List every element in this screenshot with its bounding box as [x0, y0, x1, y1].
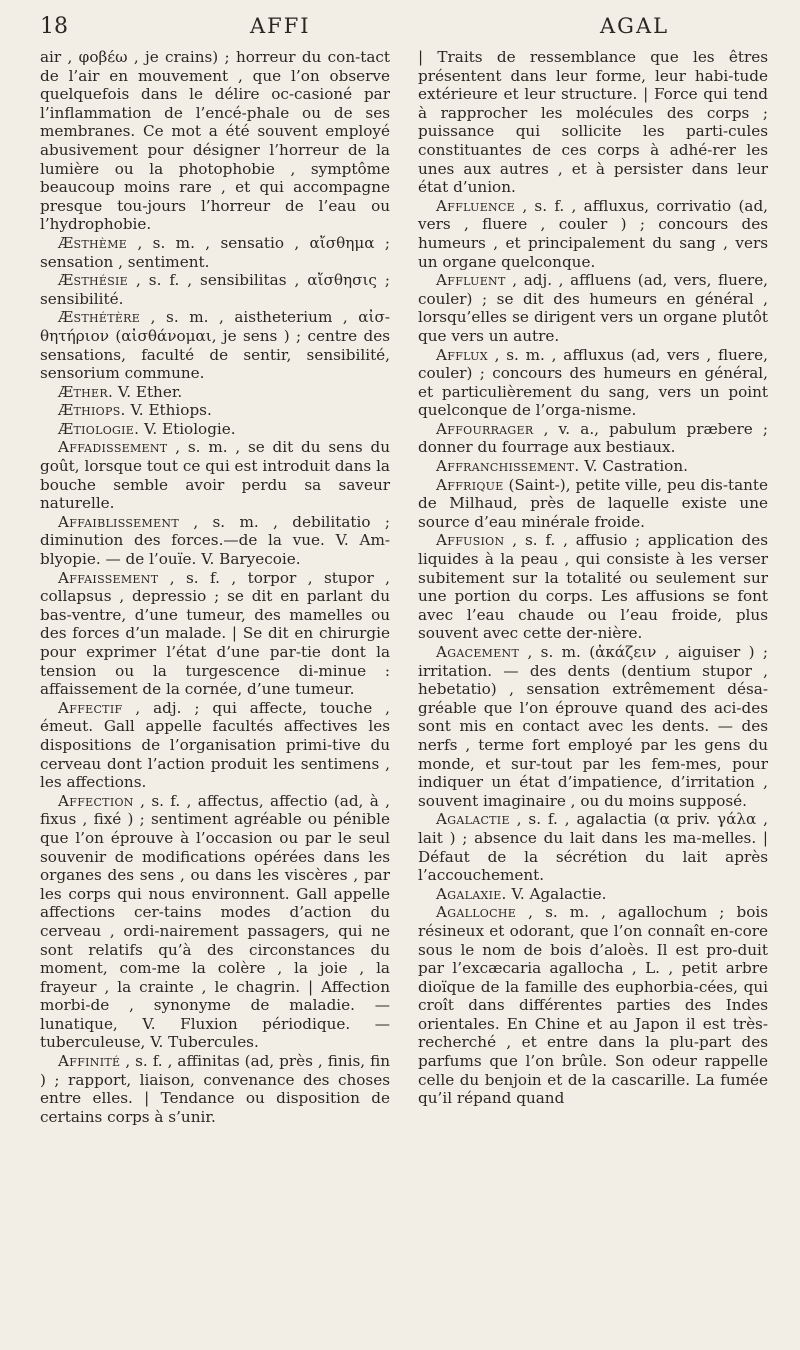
entry-text: , s. m. (ἀκάζειν , aiguiser ) ; irritation. — des dents (dentium stupor , hebetatio) , sensation extrêmement désa-gréable que l’on éprouve quand des aci-des sont mis en contact avec les dents. — des nerfs , terme fort employé par les gens du monde, et sur-tout par les fem-mes, pour indiquer un état d’impatience, d’irritation , souvent imaginaire , ou du moins supposé. — [418, 643, 769, 810]
entry-headword: Æsthème — [58, 233, 128, 252]
entry-text: , v. a., pabulum præbere ; donner du fourrage aux bestiaux. — [418, 419, 769, 457]
entry-text: , s. f. , affinitas (ad, près , finis, fin ) ; rapport, liaison, convenance des choses entre elles. | Tendance ou disposition de certains corps à s’unir. — [40, 1052, 390, 1126]
page-number: 18 — [40, 14, 68, 39]
entry-headword: Affection — [58, 791, 134, 810]
dictionary-entry — [40, 420, 390, 439]
dictionary-entry — [40, 271, 390, 308]
dictionary-entry — [40, 792, 390, 1052]
entry-headword: Æsthétère — [58, 308, 141, 327]
entry-headword: Affectif — [58, 698, 123, 717]
entry-text: , s. f. , sensibilitas , αἴσθησις ; sensibilité. — [40, 271, 390, 308]
entry-text: , adj. ; qui affecte, touche , émeut. Gall appelle facultés affectives les dispositions de l’organisation primi-tive du cerveau dont l’action produit les sentimens , les affections. — [40, 698, 391, 792]
entry-headword: Affinité — [58, 1052, 121, 1071]
dictionary-entry — [40, 1052, 390, 1126]
dictionary-entry — [418, 346, 768, 420]
entry-headword: Agacement — [436, 643, 520, 661]
dictionary-entry — [418, 643, 768, 810]
entry-headword: Affourrager — [436, 419, 534, 438]
entry-text: , s. m. , agallochum ; bois résineux et odorant, que l’on connaît en-core sous le nom de bois d’aloès. Il est pro-duit par l’excæcaria agallocha , L. , petit arbre dioïque de la famille des euphorbia-cées, qui croît dans différentes parties des Indes orientales. En Chine et au Japon il est très-recherché , et entre dans la plu-part des parfums que l’on brûle. Son odeur rappelle celle du benjoin et de la cascarille. La fumée qu’il répand quand — [418, 903, 768, 1108]
entry-headword: Afflux — [436, 345, 488, 364]
dictionary-entry — [40, 234, 390, 271]
running-header — [40, 8, 760, 42]
dictionary-entry — [40, 308, 390, 382]
dictionary-entry — [418, 457, 768, 476]
entry-text: V. Etiologie. — [144, 419, 236, 438]
entry-headword: Æthiops. — [58, 401, 126, 420]
entry-headword: Affusion — [436, 531, 505, 550]
dictionary-entry — [40, 513, 390, 569]
dictionary-entry — [418, 197, 768, 271]
entry-text: , s. m. , affluxus (ad, vers , fluere, couler) ; concours des humeurs en général, et particulièrement du sang, vers un point quelconque de l’orga-nisme. — [418, 345, 768, 420]
running-head-right: AGAL — [600, 14, 670, 38]
right-column — [418, 48, 768, 1108]
dictionary-entry — [418, 885, 768, 904]
entry-text: | Traits de ressemblance que les êtres présentent dans leur forme, leur habi-tude extérieure et leur structure. | Force qui tend à rapprocher les molécules des corps ; puissance qui sollicite les parti-cules constituantes de ces corps à adhé-rer les unes aux autres , et à persister dans leur état d’union. — [418, 48, 768, 197]
entry-headword: Agalaxie. — [436, 884, 507, 903]
entry-text: , s. m. , aistheterium , αἰσ-θητήριον (αἰσθάνομαι, je sens ) ; centre des sensations, faculté de sentir, sensibilité, sensorium commune. — [40, 308, 390, 383]
dictionary-entry — [418, 420, 768, 457]
entry-headword: Æther. — [58, 382, 114, 401]
dictionary-entry — [40, 48, 390, 234]
dictionary-entry — [418, 531, 768, 643]
entry-headword: Affadissement — [58, 438, 168, 457]
entry-text: (Saint-), petite ville, peu dis-tante de Milhaud, près de laquelle existe une source d’eau minérale froide. — [418, 475, 769, 531]
dictionary-entry — [40, 699, 390, 792]
dictionary-entry — [418, 271, 768, 345]
entry-text: , s. f. , affusio ; application des liquides à la peau , qui consiste à les verser subitement sur la totalité ou seulement sur une portion du corps. Les affusions se font avec l’eau chaude ou l’eau froide, plus souvent avec cette der-nière. — [418, 531, 769, 643]
entry-headword: Ætiologie. — [58, 419, 140, 438]
entry-headword: Affaissement — [58, 568, 159, 587]
entry-headword: Affrique — [436, 475, 504, 494]
entry-headword: Affaiblissement — [58, 512, 179, 531]
left-column — [40, 48, 390, 1126]
dictionary-entry — [418, 903, 768, 1108]
entry-text: , s. m. , debilitatio ; diminution des forces.—de la vue. V. Am-blyopie. — de l’ouïe. V. Baryecoie. — [40, 512, 390, 569]
entry-text: , s. f. , affluxus, corrivatio (ad, vers , fluere , couler ) ; concours des humeurs , et principalement du sang , vers un organe quelconque. — [418, 196, 768, 271]
entry-headword: Agalloche — [436, 903, 517, 922]
entry-text: V. Agalactie. — [511, 884, 607, 903]
entry-text: V. Castration. — [584, 457, 688, 476]
dictionary-entry — [40, 438, 390, 512]
dictionary-entry — [40, 401, 390, 420]
entry-text: , adj. , affluens (ad, vers, fluere, couler) ; se dit des humeurs en général , lorsqu’elles se dirigent vers un organe plutôt que vers un autre. — [418, 271, 769, 345]
entry-headword: Agalactie — [436, 810, 510, 829]
entry-text: , s. f. , agalactia (α priv. γάλα , lait ) ; absence du lait dans les ma-melles. | Défaut de la sécrétion du lait après l’accouchement. — [418, 810, 768, 885]
entry-text: , s. f. , torpor , stupor , collapsus , depressio ; se dit en parlant du bas-ventre, d’une tumeur, des mamelles ou des forces d’un malade. | Se dit en chirurgie pour exprimer l’état d’une par-tie dont la tension ou la turgescence di-minue : affaissement de la cornée, d’une tumeur. — [40, 568, 391, 699]
dictionary-entry — [418, 48, 768, 197]
entry-text: , s. m. , sensatio , αἴσθημα ; sensation , sentiment. — [40, 233, 390, 271]
entry-headword: Affranchissement. — [436, 457, 580, 476]
dictionary-entry — [418, 476, 768, 532]
entry-text: V. Ethiops. — [130, 401, 212, 420]
running-head-left: AFFI — [250, 14, 311, 38]
entry-headword: Æsthésie — [58, 271, 129, 290]
entry-text: air , φοβέω , je crains) ; horreur du con-tact de l’air en mouvement , que l’on observe quelquefois dans le délire oc-casioné par l’inflammation de l’encé-phale ou de ses membranes. Ce mot a été souvent employé abusivement pour désigner l’horreur de la lumière ou la photophobie , symptôme beaucoup moins rare , et qui accompagne presque tou-jours l’horreur de l’eau ou l’hydrophobie. — [40, 48, 390, 234]
dictionary-entry — [40, 383, 390, 402]
entry-headword: Affluent — [436, 271, 506, 290]
entry-text: , s. m. , se dit du sens du goût, lorsque tout ce qui est introduit dans la bouche semble avoir perdu sa saveur naturelle. — [40, 438, 390, 513]
entry-text: V. Ether. — [117, 382, 183, 401]
entry-text: , s. f. , affectus, affectio (ad, à , fixus , fixé ) ; sentiment agréable ou pénible que l’on éprouve à l’occasion ou par le seul souvenir de modifications opérées dans les organes des sens , ou dans les viscères , par les corps qui nous environnent. Gall appelle affections cer-tains modes d’action du cerveau , ordi-nairement passagers, qui ne sont relatifs qu’à des circonstances du moment, com-me la colère , la joie , la frayeur , la crainte , le chagrin. | Affection morbi-de , synonyme de maladie. — lunatique, V. Fluxion périodique. — tuberculeuse, V. Tubercules. — [40, 791, 391, 1052]
entry-headword: Affluence — [436, 196, 516, 215]
dictionary-entry — [418, 810, 768, 884]
dictionary-entry — [40, 569, 390, 699]
